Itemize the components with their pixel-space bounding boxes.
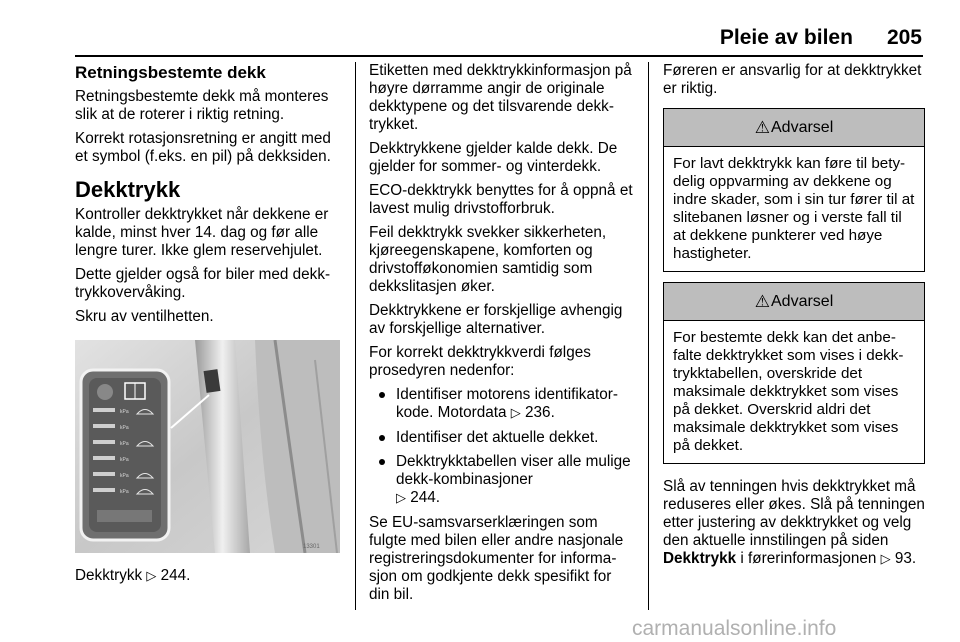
procedure-list bbox=[369, 386, 633, 508]
svg-text:kPa: kPa bbox=[120, 441, 129, 447]
paragraph: Se EU-samsvarserklæringen som fulgte med bilen eller andre nasjonale registreringsdokumenter for informasjon om godkjente dekk spesifikt for din bil. bbox=[369, 514, 624, 603]
heading-directional-tyres: Retningsbestemte dekk bbox=[75, 63, 266, 82]
svg-text:kPa: kPa bbox=[120, 457, 129, 463]
svg-text:kPa: kPa bbox=[120, 489, 129, 495]
warning-header: ⚠ Advarsel bbox=[664, 109, 924, 147]
warning-box-2 bbox=[663, 282, 925, 464]
paragraph: Feil dekktrykk svekker sikkerheten, kjøreegenskapene, komforten og drivstofføkonomien samtidig som dekkslitasjen øker. bbox=[369, 224, 607, 295]
paragraph: Dette gjelder også for biler med dekktrykkovervåking. bbox=[75, 266, 331, 301]
page-ref-arrow-icon: ▷ bbox=[396, 491, 406, 506]
list-item: Dekktrykktabellen viser alle mulige dekk-kombinasjoner ▷ 244. bbox=[369, 453, 633, 508]
page-header bbox=[720, 26, 922, 50]
column-divider-2 bbox=[648, 62, 649, 610]
page-ref[interactable]: 93. bbox=[894, 550, 917, 567]
column-1 bbox=[75, 62, 345, 592]
page-ref-arrow-icon: ▷ bbox=[510, 406, 521, 421]
page-ref[interactable]: 244. bbox=[410, 489, 441, 506]
paragraph: Korrekt rotasjonsretning er angitt med et symbol (f.eks. en pil) på dekksiden. bbox=[75, 130, 331, 165]
page-ref-arrow-icon: ▷ bbox=[880, 552, 891, 567]
paragraph: Slå av tenningen hvis dekktrykket må reduseres eller økes. Slå på tenningen etter justering av dekktrykket og velg den aktuelle innstilingen på siden Dekktrykk i førerinformasjonen ▷ 93. bbox=[663, 478, 925, 567]
menu-name: Dekktrykk bbox=[663, 550, 737, 567]
paragraph: Retningsbestemte dekk må monteres slik at de roterer i riktig retning. bbox=[75, 88, 329, 123]
column-divider-1 bbox=[355, 62, 356, 610]
paragraph: Dekktrykkene gjelder kalde dekk. De gjelder for sommer- og vinterdekk. bbox=[369, 140, 618, 175]
warning-text: For lavt dekktrykk kan føre til betydelig oppvarming av dekkene og indre skader, som i sin tur fører til at slitebanen løsner og i verste fall til at dekkene punkterer ved høye hastigheter. bbox=[673, 155, 915, 262]
tyre-pressure-label-figure bbox=[75, 340, 340, 553]
page-ref-arrow-icon: ▷ bbox=[146, 569, 157, 584]
list-item: Identifiser det aktuelle dekket. bbox=[369, 429, 633, 447]
paragraph: Skru av ventilhetten. bbox=[75, 308, 214, 325]
heading-tyre-pressure: Dekktrykk bbox=[75, 177, 181, 202]
figure-caption: Dekktrykk ▷ 244. bbox=[75, 567, 191, 584]
column-3 bbox=[663, 62, 928, 575]
svg-text:kPa: kPa bbox=[120, 473, 129, 479]
paragraph: For korrekt dekktrykkverdi følges prosedyren nedenfor: bbox=[369, 344, 591, 379]
watermark: carmanualsonline.info bbox=[632, 617, 837, 640]
paragraph: Føreren er ansvarlig for at dekktrykket er riktig. bbox=[663, 62, 922, 97]
warning-triangle-icon: ⚠ bbox=[754, 117, 770, 137]
svg-text:kPa: kPa bbox=[120, 425, 129, 431]
chapter-title: Pleie av bilen bbox=[719, 26, 853, 49]
paragraph: Kontroller dekktrykket når dekkene er kalde, minst hver 14. dag og før alle lengre turer. Ikke glem reservehjulet. bbox=[75, 206, 329, 259]
door-frame-illustration bbox=[75, 340, 340, 553]
paragraph: Dekktrykkene er forskjellige avhengig av forskjellige alternativer. bbox=[369, 302, 623, 337]
list-item: Identifiser motorens identifikatorkode. Motordata ▷ 236. bbox=[369, 386, 633, 423]
warning-box-1 bbox=[663, 108, 925, 272]
page-ref[interactable]: 236. bbox=[525, 404, 555, 421]
paragraph: Etiketten med dekktrykkinformasjon på høyre dørramme angir de originale dekktypene og det tilsvarende dekktrykket. bbox=[369, 62, 632, 133]
paragraph: ECO-dekktrykk benyttes for å oppnå et lavest mulig drivstofforbruk. bbox=[369, 182, 633, 217]
svg-text:kPa: kPa bbox=[120, 409, 129, 415]
column-2 bbox=[369, 62, 633, 610]
page-number: 205 bbox=[886, 26, 922, 49]
warning-header: ⚠ Advarsel bbox=[664, 283, 924, 321]
warning-text: For bestemte dekk kan det anbefalte dekktrykket som vises i dekktrykktabellen, overskride det maksimale dekktrykket som vises på dekket. Overskrid aldri det maksimale dekktrykket som vises på dekket. bbox=[673, 329, 904, 454]
svg-text:13301: 13301 bbox=[303, 544, 320, 550]
warning-triangle-icon: ⚠ bbox=[754, 291, 770, 311]
header-rule bbox=[75, 55, 923, 57]
page-ref[interactable]: 244. bbox=[160, 567, 191, 584]
